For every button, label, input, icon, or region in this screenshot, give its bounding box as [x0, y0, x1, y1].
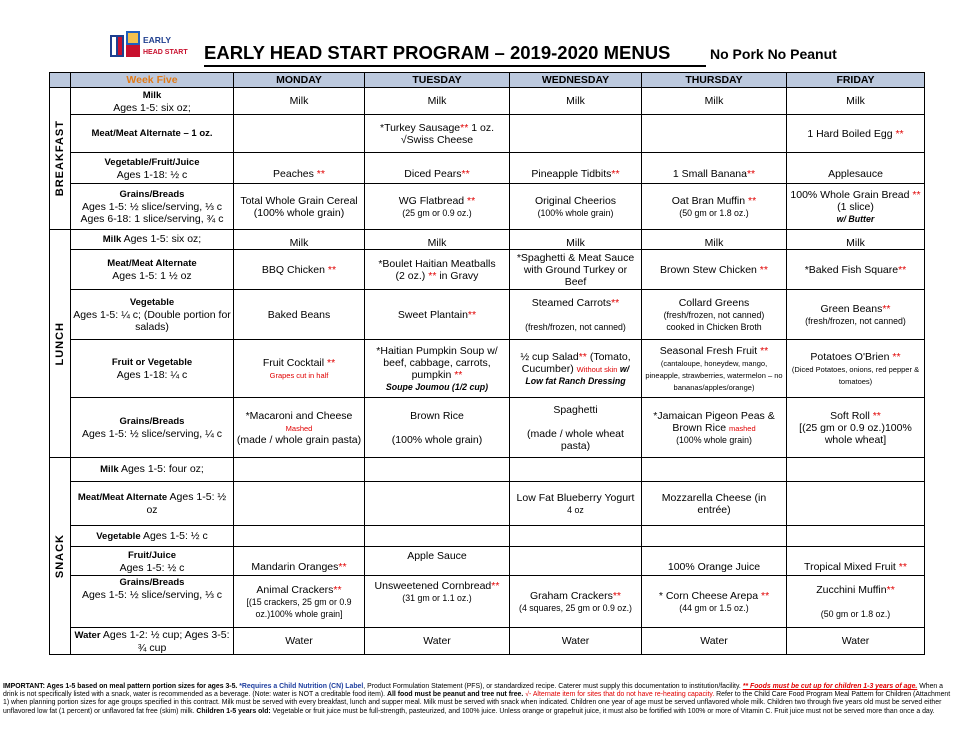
lunch-fruit-row — [50, 340, 925, 398]
menu-cell: Applesauce — [787, 153, 925, 184]
lunch-veg-row — [50, 290, 925, 340]
lunch-grains-row — [50, 398, 925, 458]
menu-cell — [642, 458, 787, 482]
breakfast-grains-row — [50, 184, 925, 230]
menu-cell: Diced Pears** — [365, 153, 510, 184]
menu-cell: Milk — [510, 88, 642, 115]
menu-cell: Milk — [642, 230, 787, 250]
menu-cell — [642, 115, 787, 153]
breakfast-veg-row — [50, 153, 925, 184]
menu-cell: *Boulet Haitian Meatballs (2 oz.) ** in Gravy — [365, 250, 510, 290]
menu-cell — [510, 115, 642, 153]
menu-cell: Milk — [787, 88, 925, 115]
svg-text:HEAD START: HEAD START — [143, 49, 188, 56]
row-label: Vegetable Ages 1-5: ½ c — [71, 526, 234, 547]
menu-cell: Peaches ** — [234, 153, 365, 184]
row-label: Vegetable/Fruit/Juice Ages 1-18: ½ c — [71, 153, 234, 184]
row-label: Grains/Breads Ages 1-5: ½ slice/serving, ⅓ c — [71, 576, 234, 628]
snack-veg-row — [50, 526, 925, 547]
menu-cell: Oat Bran Muffin ** (50 gm or 1.8 oz.) — [642, 184, 787, 230]
menu-cell: 100% Whole Grain Bread ** (1 slice) w/ Butter — [787, 184, 925, 230]
head-start-logo — [110, 27, 196, 61]
menu-cell — [234, 115, 365, 153]
day-thursday: THURSDAY — [642, 73, 787, 88]
page-title: EARLY HEAD START PROGRAM – 2019-2020 MENUS — [204, 42, 671, 63]
menu-cell: Pineapple Tidbits** — [510, 153, 642, 184]
menu-cell: WG Flatbread ** (25 gm or 0.9 oz.) — [365, 184, 510, 230]
menu-cell — [365, 458, 510, 482]
row-label: Milk Ages 1-5: four oz; — [71, 458, 234, 482]
menu-cell: Original Cheerios (100% whole grain) — [510, 184, 642, 230]
menu-cell: Mozzarella Cheese (in entrée) — [642, 482, 787, 526]
snack-meat-row — [50, 482, 925, 526]
row-label: Fruit/Juice Ages 1-5: ½ c — [71, 547, 234, 576]
menu-cell: *Baked Fish Square** — [787, 250, 925, 290]
menu-cell: Steamed Carrots** (fresh/frozen, not canned) — [510, 290, 642, 340]
breakfast-meat-row — [50, 115, 925, 153]
day-header-row — [50, 73, 925, 88]
menu-cell: Low Fat Blueberry Yogurt 4 oz — [510, 482, 642, 526]
lunch-milk-row — [50, 230, 925, 250]
menu-cell — [510, 547, 642, 576]
menu-cell: Brown Stew Chicken ** — [642, 250, 787, 290]
menu-cell: ½ cup Salad** (Tomato, Cucumber) Without skin w/ Low fat Ranch Dressing — [510, 340, 642, 398]
row-label: Water Ages 1-2: ½ cup; Ages 3-5: ¾ cup — [71, 628, 234, 655]
menu-cell — [510, 526, 642, 547]
section-lunch: LUNCH — [50, 230, 71, 458]
row-label: Milk Ages 1-5: six oz; — [71, 88, 234, 115]
menu-cell: Baked Beans — [234, 290, 365, 340]
menu-cell — [510, 458, 642, 482]
row-label: Grains/Breads Ages 1-5: ½ slice/serving, ¼ c — [71, 398, 234, 458]
menu-cell — [234, 526, 365, 547]
menu-cell: Mandarin Oranges** — [234, 547, 365, 576]
menu-cell: Sweet Plantain** — [365, 290, 510, 340]
menu-cell: Total Whole Grain Cereal (100% whole grain) — [234, 184, 365, 230]
day-wednesday: WEDNESDAY — [510, 73, 642, 88]
footer-notes: IMPORTANT: Ages 1-5 based on meal pattern portion sizes for ages 3-5. *Requires a Child Nutrition (CN) Label, Product Formulation Statement (PFS), or standardized recipe. Caterer must supply this documentation to institution/facility. ** Foods must be cut up for children 1-3 years of age. When a drink is not specifically listed with a snack, water is recommended as a beverage. (Note: water is NOT a creditable food item). All food must be peanut and tree nut free. √- Alternate item for sites that do not have re-heating capacity. Refer to the Child Care Food Program Meal Pattern for Children (Attachment 1) when planning portion sizes for age groups specified in this contract. Milk must be served with every breakfast, lunch and supper meal. Milk must be served with snack when indicated. Children one year of age must be served unflavored whole milk. Children two through five years old must be served either unflavored low fat (1 percent) or unflavored fat free (skim) milk. Children 1-5 years old: Vegetable or fruit juice must be full-strength, pasteurized, and 100% juice. Unless orange or grapefruit juice, it must also be fortified with 100% or more of Vitamin C. Fruit juice must not be served more than once a day. — [3, 683, 951, 715]
menu-cell — [787, 526, 925, 547]
menu-table — [49, 72, 925, 655]
menu-cell: Unsweetened Cornbread** (31 gm or 1.1 oz.) — [365, 576, 510, 628]
menu-cell: Green Beans** (fresh/frozen, not canned) — [787, 290, 925, 340]
menu-cell: Graham Crackers** (4 squares, 25 gm or 0.9 oz.) — [510, 576, 642, 628]
row-label: Meat/Meat Alternate Ages 1-5: 1 ½ oz — [71, 250, 234, 290]
menu-cell: *Jamaican Pigeon Peas & Brown Rice mashed (100% whole grain) — [642, 398, 787, 458]
menu-cell: * Corn Cheese Arepa ** (44 gm or 1.5 oz.) — [642, 576, 787, 628]
menu-cell — [234, 458, 365, 482]
menu-cell: Tropical Mixed Fruit ** — [787, 547, 925, 576]
menu-cell: Milk — [365, 230, 510, 250]
menu-cell: Water — [234, 628, 365, 655]
menu-cell — [642, 526, 787, 547]
menu-cell: Water — [787, 628, 925, 655]
day-monday: MONDAY — [234, 73, 365, 88]
menu-cell: Spaghetti (made / whole wheat pasta) — [510, 398, 642, 458]
snack-grains-row — [50, 576, 925, 628]
menu-cell: Soft Roll ** [(25 gm or 0.9 oz.)100% whole wheat] — [787, 398, 925, 458]
menu-cell: BBQ Chicken ** — [234, 250, 365, 290]
menu-cell: 100% Orange Juice — [642, 547, 787, 576]
snack-fruit-row — [50, 547, 925, 576]
menu-cell — [234, 482, 365, 526]
menu-cell: Milk — [365, 88, 510, 115]
menu-cell: 1 Small Banana** — [642, 153, 787, 184]
menu-cell: Apple Sauce — [365, 547, 510, 576]
page-header — [0, 0, 955, 72]
snack-water-row — [50, 628, 925, 655]
menu-cell: Potatoes O'Brien ** (Diced Potatoes, onions, red pepper & tomatoes) — [787, 340, 925, 398]
menu-cell: Collard Greens (fresh/frozen, not canned) cooked in Chicken Broth — [642, 290, 787, 340]
lunch-meat-row — [50, 250, 925, 290]
menu-cell: 1 Hard Boiled Egg ** — [787, 115, 925, 153]
menu-cell: Water — [642, 628, 787, 655]
menu-cell — [787, 458, 925, 482]
page-subtitle: No Pork No Peanut — [710, 46, 837, 62]
section-breakfast: BREAKFAST — [50, 88, 71, 230]
menu-cell — [787, 482, 925, 526]
breakfast-milk-row — [50, 88, 925, 115]
menu-cell: *Spaghetti & Meat Sauce with Ground Turkey or Beef — [510, 250, 642, 290]
menu-cell: *Macaroni and Cheese Mashed (made / whole grain pasta) — [234, 398, 365, 458]
row-label: Vegetable Ages 1-5: ¼ c; (Double portion for salads) — [71, 290, 234, 340]
menu-cell: Water — [365, 628, 510, 655]
menu-cell: Seasonal Fresh Fruit ** (cantaloupe, honeydew, mango, pineapple, strawberries, watermelon – no bananas/apples/orange) — [642, 340, 787, 398]
row-label: Milk Ages 1-5: six oz; — [71, 230, 234, 250]
menu-cell: Milk — [642, 88, 787, 115]
menu-cell — [365, 482, 510, 526]
section-snack: SNACK — [50, 458, 71, 655]
snack-milk-row — [50, 458, 925, 482]
row-label: Meat/Meat Alternate Ages 1-5: ½ oz — [71, 482, 234, 526]
menu-cell: Milk — [234, 230, 365, 250]
row-label: Fruit or Vegetable Ages 1-18: ¼ c — [71, 340, 234, 398]
menu-cell — [365, 526, 510, 547]
menu-cell: Animal Crackers** [(15 crackers, 25 gm or 0.9 oz.)100% whole grain] — [234, 576, 365, 628]
menu-cell: Brown Rice (100% whole grain) — [365, 398, 510, 458]
menu-cell: *Turkey Sausage** 1 oz. √Swiss Cheese — [365, 115, 510, 153]
svg-text:EARLY: EARLY — [143, 35, 172, 45]
corner-cell — [50, 73, 71, 88]
menu-cell: Zucchini Muffin** (50 gm or 1.8 oz.) — [787, 576, 925, 628]
week-label: Week Five — [71, 73, 234, 88]
menu-cell: Milk — [787, 230, 925, 250]
menu-cell: Fruit Cocktail ** Grapes cut in half — [234, 340, 365, 398]
menu-cell: Milk — [510, 230, 642, 250]
row-label: Grains/Breads Ages 1-5: ½ slice/serving, ⅓ c Ages 6-18: 1 slice/serving, ¾ c — [71, 184, 234, 230]
day-tuesday: TUESDAY — [365, 73, 510, 88]
menu-cell: Milk — [234, 88, 365, 115]
menu-cell: *Haitian Pumpkin Soup w/ beef, cabbage, carrots, pumpkin ** Soupe Joumou (1/2 cup) — [365, 340, 510, 398]
row-label: Meat/Meat Alternate – 1 oz. — [71, 115, 234, 153]
day-friday: FRIDAY — [787, 73, 925, 88]
menu-cell: Water — [510, 628, 642, 655]
title-underline — [204, 65, 706, 67]
